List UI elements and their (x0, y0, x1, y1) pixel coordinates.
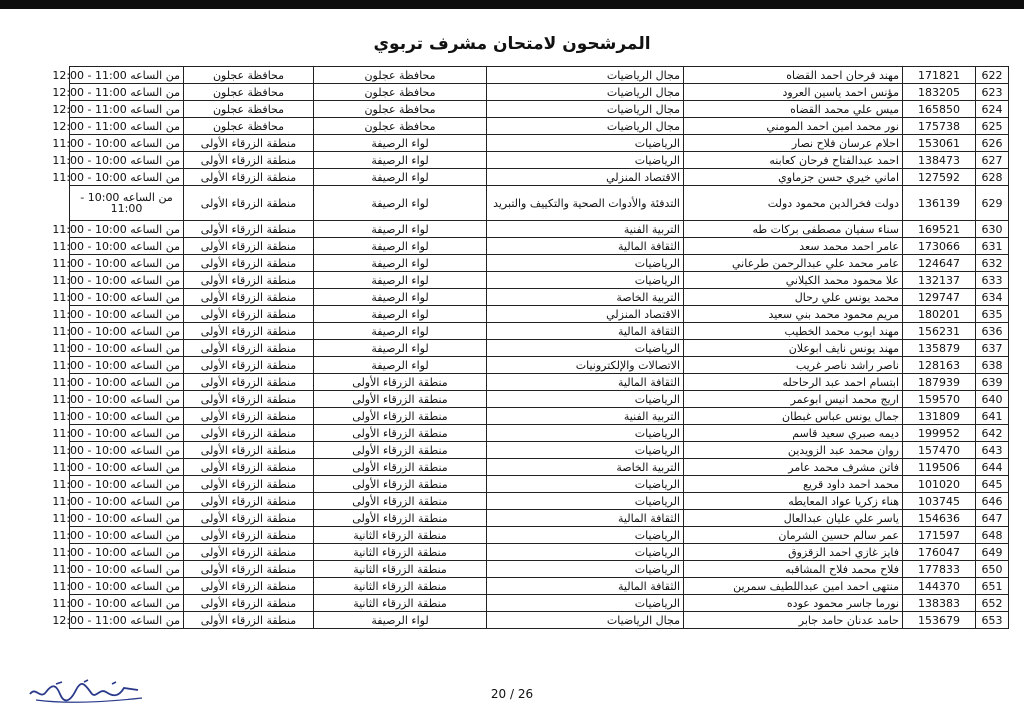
row-number-cell: 653 (976, 612, 1009, 629)
specialization-cell: التربية الفنية (487, 221, 684, 238)
candidate-name-cell: مريم محمود محمد بني سعيد (684, 306, 903, 323)
row-number-cell: 645 (976, 476, 1009, 493)
exam-time-cell: من الساعه 10:00 - 11:00 (70, 510, 184, 527)
specialization-cell: الرياضيات (487, 544, 684, 561)
table-row (70, 510, 1009, 527)
row-number-cell: 624 (976, 101, 1009, 118)
exam-location-cell: منطقة الزرقاء الأولى (314, 425, 487, 442)
specialization-cell: الرياضيات (487, 255, 684, 272)
candidate-name-cell: مهند يونس نايف ابوعلان (684, 340, 903, 357)
candidate-id-cell: 176047 (903, 544, 976, 561)
exam-location-cell: لواء الرصيفة (314, 340, 487, 357)
row-number-cell: 634 (976, 289, 1009, 306)
table-row (70, 493, 1009, 510)
directorate-cell: محافظة عجلون (184, 101, 314, 118)
exam-location-cell: منطقة الزرقاء الأولى (314, 493, 487, 510)
exam-time-cell: من الساعه 10:00 - 11:00 (70, 544, 184, 561)
specialization-cell: الرياضيات (487, 272, 684, 289)
candidate-name-cell: سناء سفيان مصطفى بركات طه (684, 221, 903, 238)
exam-location-cell: لواء الرصيفة (314, 612, 487, 629)
exam-time-cell: من الساعه 10:00 - 11:00 (70, 289, 184, 306)
exam-time-cell: من الساعه 10:00 - 11:00 (70, 408, 184, 425)
candidate-id-cell: 171821 (903, 67, 976, 84)
row-number-cell: 633 (976, 272, 1009, 289)
exam-location-cell: لواء الرصيفة (314, 186, 487, 221)
exam-location-cell: منطقة الزرقاء الثانية (314, 544, 487, 561)
candidate-name-cell: ديمه صبري سعيد قاسم (684, 425, 903, 442)
table-row (70, 152, 1009, 169)
exam-time-cell: من الساعه 10:00 - 11:00 (70, 169, 184, 186)
directorate-cell: منطقة الزرقاء الأولى (184, 238, 314, 255)
table-row (70, 272, 1009, 289)
specialization-cell: الرياضيات (487, 152, 684, 169)
exam-time-cell: من الساعه 10:00 - 11:00 (70, 493, 184, 510)
table-row (70, 544, 1009, 561)
candidate-id-cell: 157470 (903, 442, 976, 459)
directorate-cell: منطقة الزرقاء الأولى (184, 578, 314, 595)
exam-location-cell: منطقة الزرقاء الأولى (314, 442, 487, 459)
table-row (70, 459, 1009, 476)
candidate-name-cell: هناء زكريا عواد المعايطه (684, 493, 903, 510)
exam-location-cell: محافظة عجلون (314, 67, 487, 84)
row-number-cell: 642 (976, 425, 1009, 442)
candidate-id-cell: 171597 (903, 527, 976, 544)
candidate-id-cell: 156231 (903, 323, 976, 340)
table-row (70, 595, 1009, 612)
row-number-cell: 628 (976, 169, 1009, 186)
table-row (70, 442, 1009, 459)
directorate-cell: منطقة الزرقاء الأولى (184, 186, 314, 221)
candidate-id-cell: 169521 (903, 221, 976, 238)
specialization-cell: الرياضيات (487, 527, 684, 544)
candidate-id-cell: 128163 (903, 357, 976, 374)
directorate-cell: منطقة الزرقاء الأولى (184, 425, 314, 442)
candidate-id-cell: 153061 (903, 135, 976, 152)
exam-location-cell: منطقة الزرقاء الأولى (314, 408, 487, 425)
candidate-id-cell: 103745 (903, 493, 976, 510)
exam-time-cell: من الساعه 11:00 - 12:00 (70, 118, 184, 135)
exam-location-cell: محافظة عجلون (314, 84, 487, 101)
exam-time-cell: من الساعه 10:00 - 11:00 (70, 323, 184, 340)
exam-time-cell: من الساعه 11:00 - 12:00 (70, 612, 184, 629)
directorate-cell: منطقة الزرقاء الأولى (184, 289, 314, 306)
row-number-cell: 647 (976, 510, 1009, 527)
candidate-id-cell: 138383 (903, 595, 976, 612)
candidate-name-cell: احمد عبدالفتاح فرحان كعابنه (684, 152, 903, 169)
specialization-cell: الاقتصاد المنزلي (487, 169, 684, 186)
candidate-id-cell: 177833 (903, 561, 976, 578)
specialization-cell: التربية الخاصة (487, 459, 684, 476)
specialization-cell: الثقافة المالية (487, 578, 684, 595)
specialization-cell: مجال الرياضيات (487, 84, 684, 101)
exam-time-cell: من الساعه 10:00 - 11:00 (70, 238, 184, 255)
specialization-cell: الرياضيات (487, 340, 684, 357)
exam-location-cell: منطقة الزرقاء الثانية (314, 578, 487, 595)
candidate-name-cell: عمر سالم حسين الشرمان (684, 527, 903, 544)
table-row (70, 186, 1009, 221)
candidate-name-cell: مهند ايوب محمد الخطيب (684, 323, 903, 340)
candidate-id-cell: 127592 (903, 169, 976, 186)
table-row (70, 306, 1009, 323)
table-row (70, 135, 1009, 152)
candidates-table-body (52, 67, 1009, 629)
directorate-cell: منطقة الزرقاء الأولى (184, 459, 314, 476)
row-number-cell: 623 (976, 84, 1009, 101)
exam-time-cell: من الساعه 10:00 - 11:00 (70, 340, 184, 357)
specialization-cell: الرياضيات (487, 493, 684, 510)
candidate-id-cell: 138473 (903, 152, 976, 169)
specialization-cell: مجال الرياضيات (487, 118, 684, 135)
exam-location-cell: لواء الرصيفة (314, 272, 487, 289)
specialization-cell: الاتصالات والإلكترونيات (487, 357, 684, 374)
table-row (70, 340, 1009, 357)
exam-time-cell: من الساعه 10:00 - 11:00 (70, 135, 184, 152)
table-row (70, 527, 1009, 544)
exam-time-cell: من الساعه 10:00 - 11:00 (70, 459, 184, 476)
exam-time-cell: من الساعه 10:00 - 11:00 (70, 425, 184, 442)
candidate-name-cell: احلام عرسان فلاح نصار (684, 135, 903, 152)
candidate-id-cell: 199952 (903, 425, 976, 442)
candidate-name-cell: ناصر راشد ناصر غريب (684, 357, 903, 374)
exam-location-cell: لواء الرصيفة (314, 255, 487, 272)
candidate-id-cell: 131809 (903, 408, 976, 425)
directorate-cell: منطقة الزرقاء الأولى (184, 135, 314, 152)
directorate-cell: محافظة عجلون (184, 118, 314, 135)
candidate-name-cell: محمد يونس علي رحال (684, 289, 903, 306)
exam-location-cell: منطقة الزرقاء الأولى (314, 391, 487, 408)
directorate-cell: محافظة عجلون (184, 84, 314, 101)
directorate-cell: منطقة الزرقاء الأولى (184, 169, 314, 186)
row-number-cell: 641 (976, 408, 1009, 425)
exam-time-cell: من الساعه 10:00 - 11:00 (70, 221, 184, 238)
row-number-cell: 631 (976, 238, 1009, 255)
candidate-id-cell: 144370 (903, 578, 976, 595)
candidate-name-cell: فايز غازي احمد الزقزوق (684, 544, 903, 561)
directorate-cell: محافظة عجلون (184, 67, 314, 84)
directorate-cell: منطقة الزرقاء الأولى (184, 527, 314, 544)
table-row (70, 67, 1009, 84)
exam-time-cell: من الساعه 10:00 - 11:00 (70, 255, 184, 272)
directorate-cell: منطقة الزرقاء الأولى (184, 357, 314, 374)
specialization-cell: الثقافة المالية (487, 323, 684, 340)
candidate-name-cell: مهند فرحان احمد القضاه (684, 67, 903, 84)
specialization-cell: التربية الخاصة (487, 289, 684, 306)
exam-location-cell: لواء الرصيفة (314, 135, 487, 152)
exam-location-cell: محافظة عجلون (314, 101, 487, 118)
exam-location-cell: منطقة الزرقاء الأولى (314, 476, 487, 493)
directorate-cell: منطقة الزرقاء الأولى (184, 408, 314, 425)
exam-location-cell: لواء الرصيفة (314, 238, 487, 255)
exam-location-cell: لواء الرصيفة (314, 152, 487, 169)
row-number-cell: 622 (976, 67, 1009, 84)
row-number-cell: 636 (976, 323, 1009, 340)
table-row (70, 612, 1009, 629)
specialization-cell: مجال الرياضيات (487, 612, 684, 629)
exam-time-cell: من الساعه 10:00 - 11:00 (70, 152, 184, 169)
table-row (70, 578, 1009, 595)
table-row (70, 374, 1009, 391)
candidate-id-cell: 135879 (903, 340, 976, 357)
exam-location-cell: لواء الرصيفة (314, 357, 487, 374)
specialization-cell: الثقافة المالية (487, 238, 684, 255)
exam-time-cell: من الساعه 10:00 - 11:00 (70, 272, 184, 289)
candidate-name-cell: جمال يونس عباس غبطان (684, 408, 903, 425)
candidate-id-cell: 159570 (903, 391, 976, 408)
row-number-cell: 644 (976, 459, 1009, 476)
table-row (70, 169, 1009, 186)
exam-time-cell: من الساعه 10:00 - 11:00 (70, 374, 184, 391)
table-row (70, 118, 1009, 135)
table-row (70, 84, 1009, 101)
candidate-id-cell: 173066 (903, 238, 976, 255)
directorate-cell: منطقة الزرقاء الأولى (184, 323, 314, 340)
row-number-cell: 638 (976, 357, 1009, 374)
candidate-name-cell: حامد عدنان حامد جابر (684, 612, 903, 629)
table-row (70, 255, 1009, 272)
specialization-cell: الرياضيات (487, 391, 684, 408)
specialization-cell: الرياضيات (487, 561, 684, 578)
table-row (70, 357, 1009, 374)
candidate-name-cell: اريج محمد انيس ابوعمر (684, 391, 903, 408)
exam-time-cell: من الساعه 10:00 - 11:00 (70, 442, 184, 459)
row-number-cell: 651 (976, 578, 1009, 595)
exam-time-cell: من الساعه 10:00 - 11:00 (70, 391, 184, 408)
page-title: المرشحون لامتحان مشرف تربوي (373, 34, 651, 54)
row-number-cell: 635 (976, 306, 1009, 323)
table-row (70, 323, 1009, 340)
specialization-cell: الرياضيات (487, 476, 684, 493)
exam-time-cell: من الساعه 11:00 - 12:00 (70, 67, 184, 84)
directorate-cell: منطقة الزرقاء الأولى (184, 544, 314, 561)
candidate-name-cell: محمد احمد داود قريع (684, 476, 903, 493)
exam-time-cell: من الساعه 11:00 - 12:00 (70, 101, 184, 118)
directorate-cell: منطقة الزرقاء الأولى (184, 272, 314, 289)
candidate-name-cell: ابتسام احمد عبد الرحاحله (684, 374, 903, 391)
row-number-cell: 630 (976, 221, 1009, 238)
row-number-cell: 627 (976, 152, 1009, 169)
exam-time-cell: من الساعه 10:00 - 11:00 (70, 578, 184, 595)
directorate-cell: منطقة الزرقاء الأولى (184, 391, 314, 408)
candidate-id-cell: 153679 (903, 612, 976, 629)
candidate-id-cell: 154636 (903, 510, 976, 527)
candidate-id-cell: 124647 (903, 255, 976, 272)
table-row (70, 408, 1009, 425)
candidate-name-cell: نورما جاسر محمود عوده (684, 595, 903, 612)
row-number-cell: 646 (976, 493, 1009, 510)
row-number-cell: 648 (976, 527, 1009, 544)
exam-location-cell: منطقة الزرقاء الأولى (314, 374, 487, 391)
candidate-id-cell: 129747 (903, 289, 976, 306)
candidates-table (52, 66, 1009, 629)
candidate-name-cell: ميس علي محمد القضاه (684, 101, 903, 118)
specialization-cell: الثقافة المالية (487, 374, 684, 391)
specialization-cell: الاقتصاد المنزلي (487, 306, 684, 323)
row-number-cell: 632 (976, 255, 1009, 272)
row-number-cell: 625 (976, 118, 1009, 135)
candidate-name-cell: اماني خيري حسن جزماوي (684, 169, 903, 186)
candidate-id-cell: 187939 (903, 374, 976, 391)
specialization-cell: التدفئة والأدوات الصحية والتكييف والتبريد (487, 186, 684, 221)
directorate-cell: منطقة الزرقاء الأولى (184, 255, 314, 272)
exam-location-cell: لواء الرصيفة (314, 306, 487, 323)
directorate-cell: منطقة الزرقاء الأولى (184, 221, 314, 238)
exam-location-cell: لواء الرصيفة (314, 169, 487, 186)
candidate-id-cell: 180201 (903, 306, 976, 323)
table-row (70, 391, 1009, 408)
page-number: 20 / 26 (490, 687, 534, 701)
exam-location-cell: منطقة الزرقاء الثانية (314, 561, 487, 578)
specialization-cell: التربية الفنية (487, 408, 684, 425)
specialization-cell: الرياضيات (487, 442, 684, 459)
specialization-cell: الثقافة المالية (487, 510, 684, 527)
specialization-cell: مجال الرياضيات (487, 67, 684, 84)
candidate-id-cell: 101020 (903, 476, 976, 493)
specialization-cell: مجال الرياضيات (487, 101, 684, 118)
candidate-id-cell: 132137 (903, 272, 976, 289)
directorate-cell: منطقة الزرقاء الأولى (184, 340, 314, 357)
exam-time-cell: من الساعه 11:00 - 12:00 (70, 84, 184, 101)
row-number-cell: 649 (976, 544, 1009, 561)
exam-location-cell: منطقة الزرقاء الأولى (314, 459, 487, 476)
candidate-name-cell: ياسر علي عليان عبدالعال (684, 510, 903, 527)
directorate-cell: منطقة الزرقاء الأولى (184, 152, 314, 169)
row-number-cell: 639 (976, 374, 1009, 391)
exam-time-cell: من الساعه 10:00 - 11:00 (70, 186, 184, 221)
candidate-id-cell: 183205 (903, 84, 976, 101)
table-row (70, 425, 1009, 442)
exam-time-cell: من الساعه 10:00 - 11:00 (70, 357, 184, 374)
specialization-cell: الرياضيات (487, 595, 684, 612)
table-row (70, 221, 1009, 238)
row-number-cell: 640 (976, 391, 1009, 408)
row-number-cell: 637 (976, 340, 1009, 357)
directorate-cell: منطقة الزرقاء الأولى (184, 306, 314, 323)
candidate-name-cell: روان محمد عبد الزويدين (684, 442, 903, 459)
directorate-cell: منطقة الزرقاء الأولى (184, 561, 314, 578)
candidate-name-cell: دولت فخرالدين محمود دولت (684, 186, 903, 221)
candidate-name-cell: عامر محمد علي عبدالرحمن طرعاني (684, 255, 903, 272)
table-row (70, 476, 1009, 493)
candidate-id-cell: 136139 (903, 186, 976, 221)
directorate-cell: منطقة الزرقاء الأولى (184, 374, 314, 391)
exam-location-cell: منطقة الزرقاء الثانية (314, 527, 487, 544)
exam-time-cell: من الساعه 10:00 - 11:00 (70, 306, 184, 323)
directorate-cell: منطقة الزرقاء الأولى (184, 476, 314, 493)
table-row (70, 561, 1009, 578)
exam-time-cell: من الساعه 10:00 - 11:00 (70, 476, 184, 493)
directorate-cell: منطقة الزرقاء الأولى (184, 612, 314, 629)
exam-time-cell: من الساعه 10:00 - 11:00 (70, 527, 184, 544)
exam-location-cell: لواء الرصيفة (314, 221, 487, 238)
exam-location-cell: منطقة الزرقاء الثانية (314, 595, 487, 612)
table-row (70, 289, 1009, 306)
exam-location-cell: منطقة الزرقاء الأولى (314, 510, 487, 527)
row-number-cell: 650 (976, 561, 1009, 578)
row-number-cell: 652 (976, 595, 1009, 612)
table-row (70, 101, 1009, 118)
scan-top-border (0, 0, 1024, 9)
candidate-name-cell: منتهى احمد امين عبداللطيف سمرين (684, 578, 903, 595)
exam-location-cell: لواء الرصيفة (314, 289, 487, 306)
candidate-name-cell: عامر احمد محمد سعد (684, 238, 903, 255)
candidate-id-cell: 165850 (903, 101, 976, 118)
candidate-id-cell: 175738 (903, 118, 976, 135)
directorate-cell: منطقة الزرقاء الأولى (184, 493, 314, 510)
candidate-name-cell: نور محمد امين احمد المومني (684, 118, 903, 135)
specialization-cell: الرياضيات (487, 425, 684, 442)
candidate-name-cell: فاتن مشرف محمد عامر (684, 459, 903, 476)
candidate-id-cell: 119506 (903, 459, 976, 476)
directorate-cell: منطقة الزرقاء الأولى (184, 510, 314, 527)
candidate-name-cell: فلاح محمد فلاح المشاقبه (684, 561, 903, 578)
exam-time-cell: من الساعه 10:00 - 11:00 (70, 595, 184, 612)
exam-location-cell: محافظة عجلون (314, 118, 487, 135)
specialization-cell: الرياضيات (487, 135, 684, 152)
candidate-name-cell: علا محمود محمد الكيلاني (684, 272, 903, 289)
row-number-cell: 629 (976, 186, 1009, 221)
directorate-cell: منطقة الزرقاء الأولى (184, 595, 314, 612)
row-number-cell: 626 (976, 135, 1009, 152)
directorate-cell: منطقة الزرقاء الأولى (184, 442, 314, 459)
candidate-name-cell: مؤنس احمد ياسين العرود (684, 84, 903, 101)
table-row (70, 238, 1009, 255)
exam-time-cell: من الساعه 10:00 - 11:00 (70, 561, 184, 578)
exam-location-cell: لواء الرصيفة (314, 323, 487, 340)
row-number-cell: 643 (976, 442, 1009, 459)
